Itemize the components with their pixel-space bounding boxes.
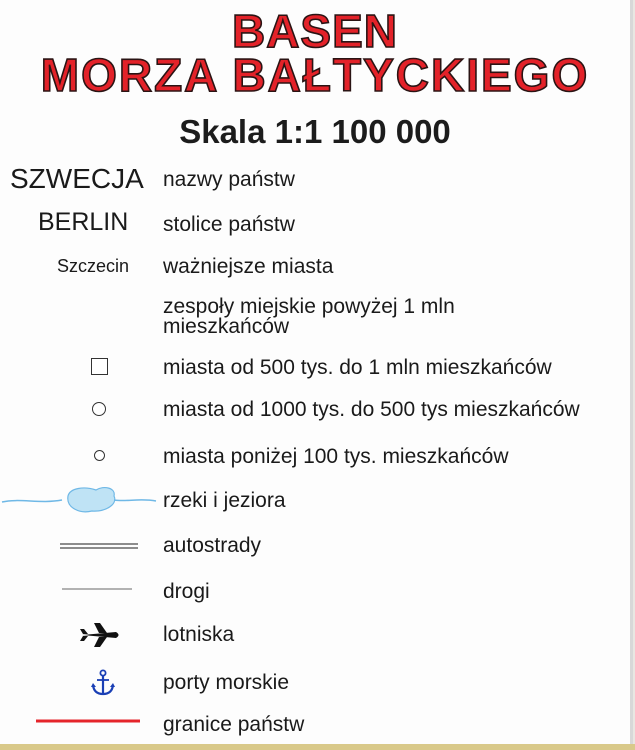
legend-label-capitals: stolice państw xyxy=(163,213,295,236)
legend-label-airports: lotniska xyxy=(163,623,235,646)
small-circle-icon xyxy=(94,450,105,461)
anchor-icon xyxy=(90,669,116,697)
river-lake-icon xyxy=(0,484,160,518)
legend-label-rivers: rzeki i jeziora xyxy=(163,489,286,512)
legend-label-agglomerations-1: zespoły miejskie powyżej 1 mln xyxy=(163,295,455,318)
capital-name-sample: BERLIN xyxy=(38,208,129,236)
legend-label-seaports: porty morskie xyxy=(163,671,290,694)
city-name-sample: Szczecin xyxy=(57,256,130,276)
legend-label-borders: granice państw xyxy=(163,713,305,736)
title-line-2: MORZA BAŁTYCKIEGO xyxy=(40,49,590,101)
legend-label-countries: nazwy państw xyxy=(163,168,295,191)
circle-icon xyxy=(92,402,106,416)
legend-label-highways: autostrady xyxy=(163,534,262,557)
legend-label-cities-100k-500k: miasta od 1000 tys. do 500 tys mieszkańców xyxy=(163,398,580,421)
map-edge-strip xyxy=(0,744,635,750)
legend-label-major-cities: ważniejsze miasta xyxy=(163,255,334,278)
map-scale: Skala 1:1 100 000 xyxy=(179,113,451,150)
airplane-icon xyxy=(80,622,122,648)
red-line-icon xyxy=(35,718,141,724)
double-line-icon xyxy=(58,541,140,551)
country-name-sample: SZWECJA xyxy=(10,163,144,194)
legend-label-cities-500k-1m: miasta od 500 tys. do 1 mln mieszkańców xyxy=(163,356,552,379)
title-line-1: BASEN xyxy=(231,5,399,57)
legend-label-agglomerations-2: mieszkańców xyxy=(163,315,290,338)
legend-label-roads: drogi xyxy=(163,580,210,603)
legend-label-cities-under-100k: miasta poniżej 100 tys. mieszkańców xyxy=(163,445,509,468)
thin-line-icon xyxy=(61,587,133,591)
square-icon xyxy=(91,358,108,375)
